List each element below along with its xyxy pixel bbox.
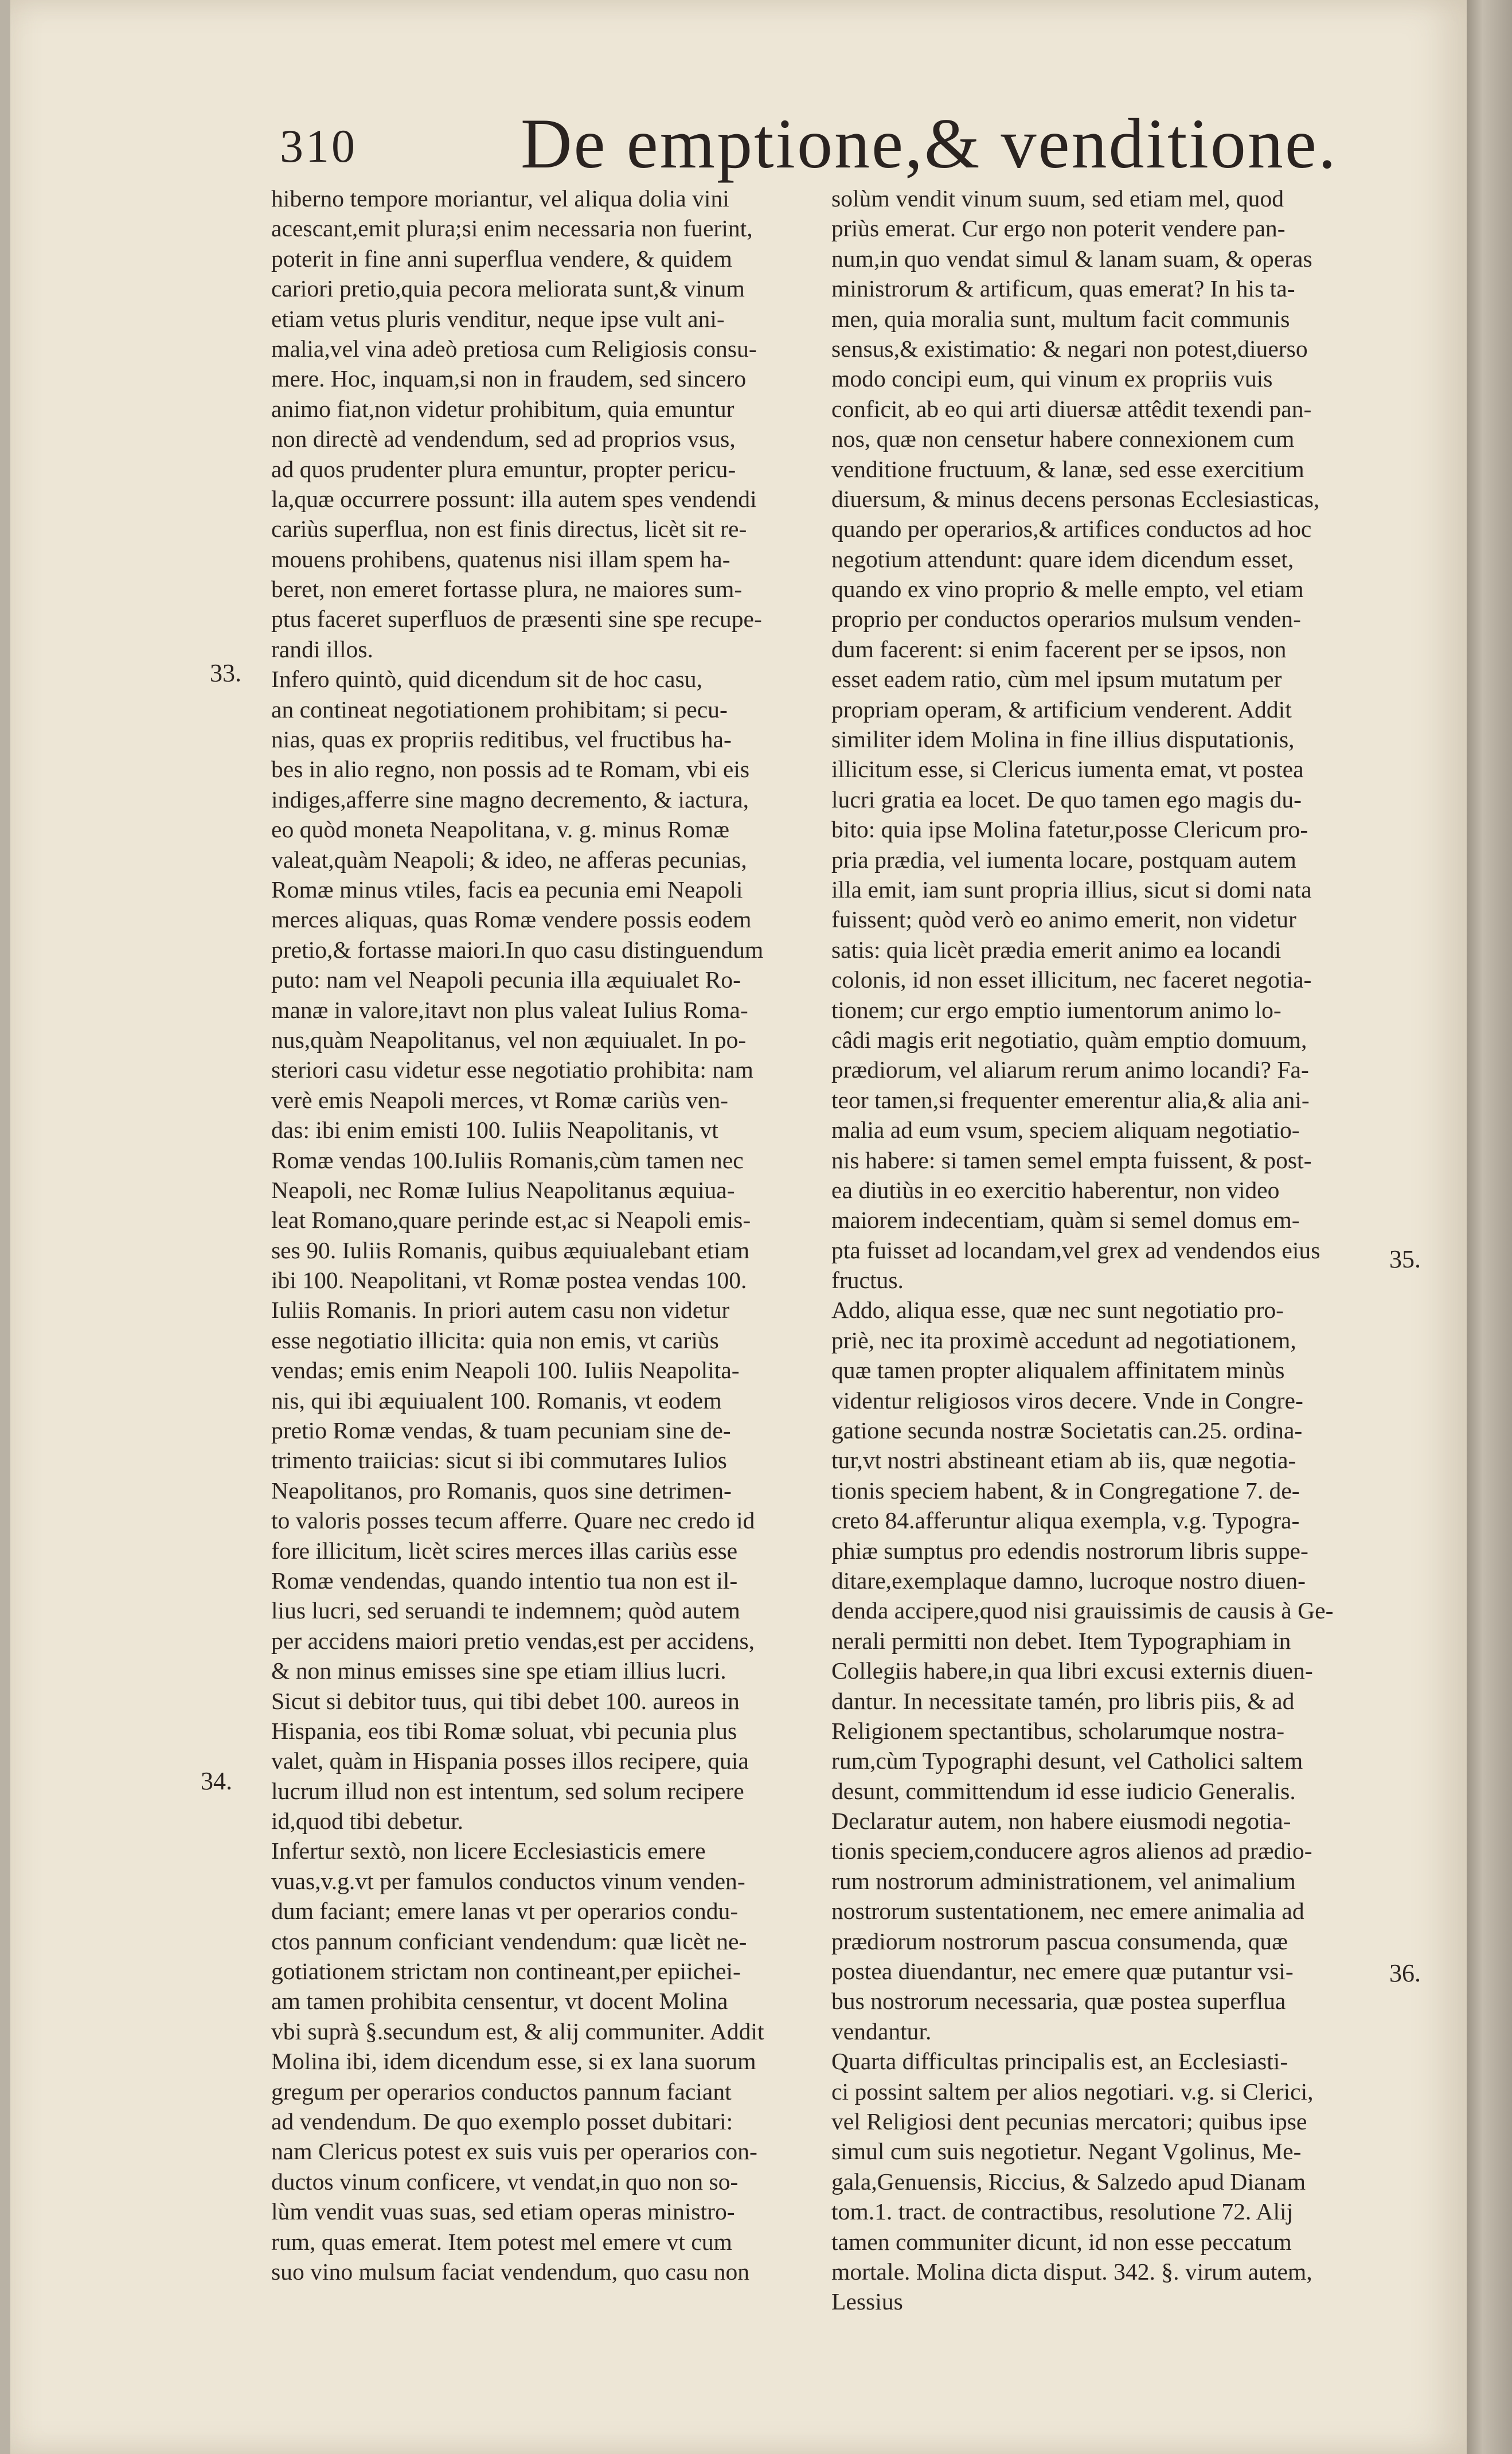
- text-line: nam Clericus potest ex suis vuis per operarios con-: [271, 2138, 757, 2165]
- text-line: valeat,quàm Neapoli; & ideo, ne afferas pecunias,: [271, 846, 747, 873]
- text-line: satis: quia licèt prædia emerit animo ea locandi: [831, 936, 1282, 963]
- text-line: merces aliquas, quas Romæ vendere possis eodem: [271, 906, 752, 933]
- text-line: Sicut si debitor tuus, qui tibi debet 100. aureos in: [271, 1687, 740, 1714]
- text-line: Neapolitanos, pro Romanis, quos sine detrimen-: [271, 1477, 732, 1504]
- text-line: vendas; emis enim Neapoli 100. Iuliis Neapolita-: [271, 1357, 740, 1384]
- text-line: valet, quàm in Hispania posses illos recipere, quia: [271, 1747, 749, 1774]
- text-line: trimento traiicias: sicut si ibi commutares Iulios: [271, 1447, 727, 1474]
- running-title: De emptione,& venditione.: [521, 104, 1338, 183]
- text-line: nias, quas ex propriis reditibus, vel fructibus ha-: [271, 726, 732, 753]
- text-line: malia ad eum vsum, speciem aliquam negotiatio-: [831, 1117, 1300, 1144]
- text-line: Romæ vendendas, quando intentio tua non est il-: [271, 1567, 738, 1594]
- text-line: dum faciant; emere lanas vt per operarios condu-: [271, 1898, 739, 1925]
- text-line: cariori pretio,quia pecora meliorata sunt,& vinum: [271, 275, 745, 302]
- text-line: illicitum esse, si Clericus iumenta emat, vt postea: [831, 756, 1304, 783]
- text-line: puto: nam vel Neapoli pecunia illa æquiualet Ro-: [271, 966, 741, 993]
- text-line: etiam vetus pluris venditur, neque ipse vult ani-: [271, 305, 725, 332]
- text-line: quando per operarios,& artifices conductos ad hoc: [831, 516, 1312, 543]
- text-line: ses 90. Iuliis Romanis, quibus æquiualebant etiam: [271, 1236, 750, 1263]
- text-line: colonis, id non esset illicitum, nec faceret negotia-: [831, 966, 1312, 993]
- text-line: fuissent; quòd verò eo animo emerit, non videtur: [831, 906, 1296, 933]
- text-line: bito: quia ipse Molina fatetur,posse Clericum pro-: [831, 816, 1308, 843]
- text-line: Declaratur autem, non habere eiusmodi negotia-: [831, 1808, 1291, 1835]
- text-line: poterit in fine anni superflua vendere, & quidem: [271, 245, 732, 272]
- text-line: pretio Romæ vendas, & tuam pecuniam sine de-: [271, 1417, 731, 1444]
- text-line: rum, quas emerat. Item potest mel emere vt cum: [271, 2228, 732, 2255]
- text-line: indiges,afferre sine magno decremento, & iactura,: [271, 786, 749, 813]
- text-line: esset eadem ratio, cùm mel ipsum mutatum per: [831, 666, 1282, 693]
- text-line: Religionem spectantibus, scholarumque nostra-: [831, 1717, 1285, 1744]
- text-line: pria prædia, vel iumenta locare, postquam autem: [831, 846, 1296, 873]
- right-text-column: [831, 184, 1359, 2317]
- book-page: [10, 0, 1467, 2454]
- text-line: prædiorum, vel aliarum rerum animo locandi? Fa-: [831, 1056, 1309, 1083]
- left-text-column: [271, 184, 799, 2287]
- text-line: nos, quæ non censetur habere connexionem cum: [831, 426, 1295, 452]
- text-line: lùm vendit vuas suas, sed etiam operas ministro-: [271, 2198, 735, 2225]
- text-line: to valoris posses tecum afferre. Quare nec credo id: [271, 1507, 755, 1534]
- text-line: lucrum illud non est intentum, sed solum recipere: [271, 1777, 744, 1804]
- text-line: gregum per operarios conductos pannum faciant: [271, 2078, 732, 2105]
- text-line: mouens prohibens, quatenus nisi illam spem ha-: [271, 545, 730, 572]
- text-line: vbi suprà §.secundum est, & alij communiter. Addit: [271, 2018, 764, 2045]
- text-line: ibi 100. Neapolitani, vt Romæ postea vendas 100.: [271, 1267, 747, 1294]
- text-line: tionis speciem,conducere agros alienos ad prædio-: [831, 1837, 1312, 1864]
- text-line: lius lucri, sed seruandi te indemnem; quòd autem: [271, 1597, 740, 1624]
- text-line: verè emis Neapoli merces, vt Romæ cariùs ven-: [271, 1086, 728, 1113]
- text-line: propriam operam, & artificium venderent. Addit: [831, 696, 1292, 723]
- text-line: Quarta difficultas principalis est, an Ecclesiasti-: [831, 2048, 1288, 2075]
- text-line: mortale. Molina dicta disput. 342. §. virum autem,: [831, 2258, 1312, 2285]
- text-line: tionis speciem habent, & in Congregatione 7. de-: [831, 1477, 1300, 1504]
- text-line: Hispania, eos tibi Romæ soluat, vbi pecunia plus: [271, 1717, 737, 1744]
- text-line: nerali permitti non debet. Item Typographiam in: [831, 1627, 1291, 1654]
- text-line: mere. Hoc, inquam,si non in fraudem, sed sincero: [271, 365, 747, 392]
- text-line: bes in alio regno, non possis ad te Romam, vbi eis: [271, 756, 750, 783]
- adjacent-page-edge: [1467, 0, 1512, 2454]
- text-line: teor tamen,si frequenter emerentur alia,& alia ani-: [831, 1086, 1310, 1113]
- text-line: & non minus emisses sine spe etiam illius lucri.: [271, 1657, 726, 1684]
- text-line: ctos pannum conficiant vendendum: quæ licèt ne-: [271, 1928, 747, 1954]
- text-line: conficit, ab eo qui arti diuersæ attêdit texendi pan-: [831, 395, 1312, 422]
- text-line: gala,Genuensis, Riccius, & Salzedo apud Dianam: [831, 2168, 1306, 2195]
- text-line: beret, non emeret fortasse plura, ne maiores sum-: [271, 576, 743, 603]
- text-line: illa emit, iam sunt propria illius, sicut si domi nata: [831, 876, 1312, 903]
- page-number: 310: [280, 120, 357, 172]
- text-line: steriori casu videtur esse negotiatio prohibita: nam: [271, 1056, 753, 1083]
- text-line: la,quæ occurrere possunt: illa autem spes vendendi: [271, 485, 757, 512]
- text-line: negotium attendunt: quare idem dicendum esset,: [831, 545, 1294, 572]
- text-line: cariùs superflua, non est finis directus, licèt sit re-: [271, 516, 747, 543]
- text-line: num,in quo vendat simul & lanam suam, & operas: [831, 245, 1312, 272]
- text-line: câdi magis erit negotiatio, quàm emptio domuum,: [831, 1026, 1307, 1053]
- text-line: quæ tamen propter aliqualem affinitatem minùs: [831, 1357, 1285, 1384]
- text-line: leat Romano,quare perinde est,ac si Neapoli emis-: [271, 1207, 751, 1234]
- text-line: dum facerent: si enim facerent per se ipsos, non: [831, 635, 1287, 662]
- text-line: quando ex vino proprio & melle empto, vel etiam: [831, 576, 1304, 603]
- text-line: phiæ sumptus pro edendis nostrorum libris suppe-: [831, 1537, 1308, 1564]
- text-line: maiorem indecentiam, quàm si semel domus em-: [831, 1207, 1300, 1234]
- text-line: rum nostrorum administrationem, vel animalium: [831, 1867, 1296, 1894]
- text-line: ad vendendum. De quo exemplo posset dubitari:: [271, 2108, 733, 2135]
- text-line: diuersum, & minus decens personas Ecclesiasticas,: [831, 485, 1320, 512]
- text-line: manæ in valore,itavt non plus valeat Iulius Roma-: [271, 996, 748, 1023]
- text-line: dantur. In necessitate tamén, pro libris piis, & ad: [831, 1687, 1295, 1714]
- text-line: nis habere: si tamen semel empta fuissent, & post-: [831, 1146, 1312, 1173]
- text-line: Romæ minus vtiles, facis ea pecunia emi Neapoli: [271, 876, 743, 903]
- text-line: priùs emerat. Cur ergo non poterit vendere pan-: [831, 215, 1286, 242]
- text-line: men, quia moralia sunt, multum facit communis: [831, 305, 1290, 332]
- text-line: nis, qui ibi æquiualent 100. Romanis, vt eodem: [271, 1387, 722, 1414]
- text-line: ductos vinum conficere, vt vendat,in quo non so-: [271, 2168, 739, 2195]
- text-line: postea diuendantur, nec emere quæ putantur vsi-: [831, 1958, 1294, 1985]
- text-line: Neapoli, nec Romæ Iulius Neapolitanus æquiua-: [271, 1176, 735, 1203]
- text-line: id,quod tibi debetur.: [271, 1808, 464, 1835]
- text-line: simul cum suis negotietur. Negant Vgolinus, Me-: [831, 2138, 1302, 2165]
- text-line: tionem; cur ergo emptio iumentorum animo lo-: [831, 996, 1282, 1023]
- text-line: randi illos.: [271, 635, 373, 662]
- text-line: am tamen prohibita censentur, vt docent Molina: [271, 1988, 728, 2015]
- text-line: per accidens maiori pretio vendas,est per accidens,: [271, 1627, 755, 1654]
- text-line: fructus.: [831, 1267, 904, 1294]
- text-line: sensus,& existimatio: & negari non potest,diuerso: [831, 335, 1308, 362]
- text-line: animo fiat,non videtur prohibitum, quia emuntur: [271, 395, 734, 422]
- text-line: Iuliis Romanis. In priori autem casu non videtur: [271, 1297, 730, 1324]
- text-line: priè, nec ita proximè accedunt ad negotiationem,: [831, 1327, 1296, 1353]
- text-line: ditare,exemplaque damno, lucroque nostro diuen-: [831, 1567, 1306, 1594]
- text-line: Molina ibi, idem dicendum esse, si ex lana suorum: [271, 2048, 756, 2075]
- text-line: tur,vt nostri abstineant etiam ab iis, quæ negotia-: [831, 1447, 1296, 1474]
- text-line: lucri gratia ea locet. De quo tamen ego magis du-: [831, 786, 1302, 813]
- text-line: vendantur.: [831, 2018, 932, 2045]
- text-line: Romæ vendas 100.Iuliis Romanis,cùm tamen nec: [271, 1146, 744, 1173]
- text-line: bus nostrorum necessaria, quæ postea superflua: [831, 1988, 1286, 2015]
- text-line: proprio per conductos operarios mulsum venden-: [831, 606, 1301, 633]
- text-line: nus,quàm Neapolitanus, vel non æquiualet. In po-: [271, 1026, 747, 1053]
- text-line: gotiationem strictam non contineant,per epiichei-: [271, 1958, 741, 1985]
- text-line: Infero quintò, quid dicendum sit de hoc casu,: [271, 666, 702, 693]
- text-line: eo quòd moneta Neapolitana, v. g. minus Romæ: [271, 816, 730, 843]
- text-line: ministrorum & artificum, quas emerat? In his ta-: [831, 275, 1295, 302]
- text-line: acescant,emit plura;si enim necessaria non fuerint,: [271, 215, 753, 242]
- text-line: ptus faceret superfluos de præsenti sine spe recupe-: [271, 606, 762, 633]
- text-line: modo concipi eum, qui vinum ex propriis vuis: [831, 365, 1273, 392]
- text-line: Infertur sextò, non licere Ecclesiasticis emere: [271, 1837, 706, 1864]
- text-line: tamen communiter dicunt, id non esse peccatum: [831, 2228, 1292, 2255]
- text-line: Lessius: [831, 2288, 903, 2315]
- text-line: similiter idem Molina in fine illius disputationis,: [831, 726, 1295, 753]
- text-line: non directè ad vendendum, sed ad proprios vsus,: [271, 426, 736, 452]
- text-line: pretio,& fortasse maiori.In quo casu distinguendum: [271, 936, 764, 963]
- text-line: Collegiis habere,in qua libri excusi externis diuen-: [831, 1657, 1313, 1684]
- margin-number-36: 36.: [1389, 1959, 1421, 1987]
- text-line: malia,vel vina adeò pretiosa cum Religiosis consu-: [271, 335, 757, 362]
- text-line: denda accipere,quod nisi grauissimis de causis à Ge-: [831, 1597, 1334, 1624]
- margin-number-35: 35.: [1389, 1245, 1421, 1273]
- margin-number-33: 33.: [210, 659, 241, 687]
- text-line: desunt, committendum id esse iudicio Generalis.: [831, 1777, 1296, 1804]
- text-line: pta fuisset ad locandam,vel grex ad vendendos eius: [831, 1236, 1320, 1263]
- text-line: creto 84.afferuntur aliqua exempla, v.g. Typogra-: [831, 1507, 1300, 1534]
- text-line: tom.1. tract. de contractibus, resolutione 72. Alij: [831, 2198, 1294, 2225]
- text-line: vuas,v.g.vt per famulos conductos vinum venden-: [271, 1867, 745, 1894]
- text-line: prædiorum nostrorum pascua consumenda, quæ: [831, 1928, 1288, 1954]
- text-line: rum,cùm Typographi desunt, vel Catholici saltem: [831, 1747, 1303, 1774]
- margin-number-34: 34.: [201, 1767, 232, 1795]
- text-line: nostrorum sustentationem, nec emere animalia ad: [831, 1898, 1304, 1925]
- text-line: fore illicitum, licèt scires merces illas cariùs esse: [271, 1537, 738, 1564]
- text-line: ea diutiùs in eo exercitio haberentur, non video: [831, 1176, 1280, 1203]
- text-line: videntur religiosos viros decere. Vnde in Congre-: [831, 1387, 1303, 1414]
- text-line: Addo, aliqua esse, quæ nec sunt negotiatio pro-: [831, 1297, 1284, 1324]
- text-line: venditione fructuum, & lanæ, sed esse exercitium: [831, 455, 1304, 482]
- text-line: das: ibi enim emisti 100. Iuliis Neapolitanis, vt: [271, 1117, 718, 1144]
- text-line: vel Religiosi dent pecunias mercatori; quibus ipse: [831, 2108, 1307, 2135]
- text-line: an contineat negotiationem prohibitam; si pecu-: [271, 696, 728, 723]
- text-line: hiberno tempore moriantur, vel aliqua dolia vini: [271, 185, 729, 212]
- text-line: ad quos prudenter plura emuntur, propter pericu-: [271, 455, 736, 482]
- text-line: esse negotiatio illicita: quia non emis, vt cariùs: [271, 1327, 719, 1353]
- text-line: ci possint saltem per alios negotiari. v.g. si Clerici,: [831, 2078, 1314, 2105]
- page-header: [280, 103, 1338, 184]
- text-line: suo vino mulsum faciat vendendum, quo casu non: [271, 2258, 750, 2285]
- text-line: gatione secunda nostræ Societatis can.25. ordina-: [831, 1417, 1303, 1444]
- text-line: solùm vendit vinum suum, sed etiam mel, quod: [831, 185, 1284, 212]
